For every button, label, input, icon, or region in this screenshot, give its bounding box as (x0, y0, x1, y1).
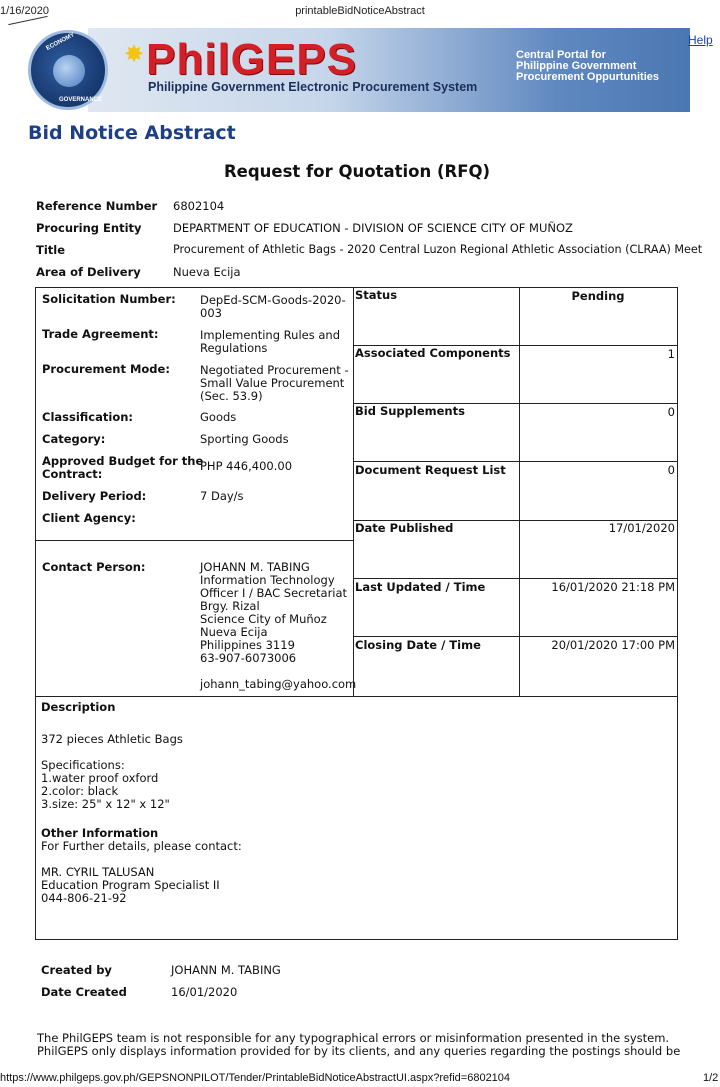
brand-name: PhilGEPS (146, 35, 357, 84)
other-info-heading: Other Information (41, 826, 159, 840)
summary-value: DEPARTMENT OF EDUCATION - DIVISION OF SCIENCE CITY OF MUÑOZ (173, 221, 573, 235)
portal-line: Procurement Oppurtunities (516, 71, 660, 83)
trade-label: Trade Agreement: (42, 327, 159, 341)
category-label: Category: (42, 432, 106, 446)
status-label: Document Request List (355, 463, 506, 477)
footer-url: https://www.philgeps.gov.ph/GEPSNONPILOT/Tender/PrintableBidNoticeAbstractUI.aspx?refid=6802104 (0, 1072, 511, 1084)
footer-page-number: 1/2 (703, 1072, 719, 1084)
budget-label: Approved Budget for the Contract: (42, 454, 204, 481)
status-label: Date Published (355, 521, 454, 535)
summary-value: 6802104 (173, 199, 225, 213)
delivery-label: Delivery Period: (42, 489, 147, 503)
disclaimer: The PhilGEPS team is not responsible for any typographical errors or misinformation presented in the system. PhilGEPS only displays information provided for by its clients, and any queries regarding the postings should be (37, 1031, 681, 1058)
summary-label: Reference Number (36, 199, 158, 213)
portal-tagline (516, 50, 659, 83)
agency-label: Client Agency: (42, 511, 136, 525)
sun-icon: ✸ (124, 40, 145, 68)
classification-label: Classification: (42, 410, 134, 424)
summary-value: Procurement of Athletic Bags - 2020 Central Luzon Regional Athletic Association (CLRAA) Meet (173, 243, 703, 256)
philgeps-logo (28, 30, 108, 110)
contact-label: Contact Person: (42, 560, 146, 574)
print-date: 1/16/2020 (0, 5, 49, 17)
logo-text-top: ECONOMY (45, 32, 76, 52)
mode-value: Negotiated Procurement - Small Value Procurement (Sec. 53.9) (200, 363, 349, 403)
created-by-label: Created by (41, 963, 112, 977)
status-value: Pending (571, 289, 625, 303)
divider (35, 540, 353, 541)
portal-line: Central Portal for (516, 49, 606, 61)
contact-value: JOHANN M. TABING Information Technology Officer I / BAC Secretariat Brgy. Rizal Science City of Muñoz Nueva Ecija Philippines 3119 63-907-6073006 johann_tabing@yahoo.com (200, 560, 357, 691)
print-title: printableBidNoticeAbstract (295, 5, 425, 17)
help-link[interactable]: Help (688, 33, 713, 47)
summary-label: Area of Delivery (36, 265, 141, 279)
status-label: Status (355, 288, 398, 302)
summary-label: Procuring Entity (36, 221, 142, 235)
portal-line: Philippine Government (516, 60, 637, 72)
divider (353, 636, 678, 637)
date-created-label: Date Created (41, 985, 127, 999)
mode-label: Procurement Mode: (42, 362, 170, 376)
status-value: 17/01/2020 (608, 521, 675, 535)
date-created-value: 16/01/2020 (171, 985, 238, 999)
status-value: 16/01/2020 21:18 PM (551, 580, 675, 594)
divider (353, 461, 678, 462)
status-value: 20/01/2020 17:00 PM (551, 638, 675, 652)
summary-label: Title (36, 243, 66, 257)
globe-icon (53, 55, 85, 87)
page-title: Bid Notice Abstract (28, 122, 236, 144)
divider (35, 696, 678, 697)
philgeps-banner (28, 24, 690, 114)
other-info-body: For Further details, please contact: MR. CYRIL TALUSAN Education Program Specialist II 044-806-21-92 (41, 839, 242, 905)
status-value: 0 (667, 405, 675, 419)
brand-subtitle: Philippine Government Electronic Procurement System (148, 80, 478, 94)
status-label: Associated Components (355, 346, 511, 360)
solicitation-label: Solicitation Number: (42, 292, 176, 306)
logo-text-bottom: GOVERNANCE (59, 97, 103, 103)
delivery-value: 7 Day/s (200, 489, 244, 503)
status-label: Closing Date / Time (355, 638, 481, 652)
classification-value: Goods (200, 410, 237, 424)
solicitation-value: DepEd-SCM-Goods-2020- 003 (200, 293, 346, 320)
description-body: 372 pieces Athletic Bags Specifications: 1.water proof oxford 2.color: black 3.size: 25" x 12" x 12" (41, 732, 183, 811)
rfq-title: Request for Quotation (RFQ) (223, 162, 491, 181)
category-value: Sporting Goods (200, 432, 289, 446)
status-value: 1 (667, 347, 675, 361)
description-heading: Description (41, 700, 116, 714)
status-value: 0 (667, 463, 675, 477)
status-label: Last Updated / Time (355, 580, 486, 594)
created-by-value: JOHANN M. TABING (171, 963, 281, 977)
trade-value: Implementing Rules and Regulations (200, 328, 340, 355)
status-label: Bid Supplements (355, 404, 465, 418)
budget-value: PHP 446,400.00 (200, 459, 293, 473)
divider (353, 578, 678, 579)
summary-value: Nueva Ecija (173, 265, 241, 279)
